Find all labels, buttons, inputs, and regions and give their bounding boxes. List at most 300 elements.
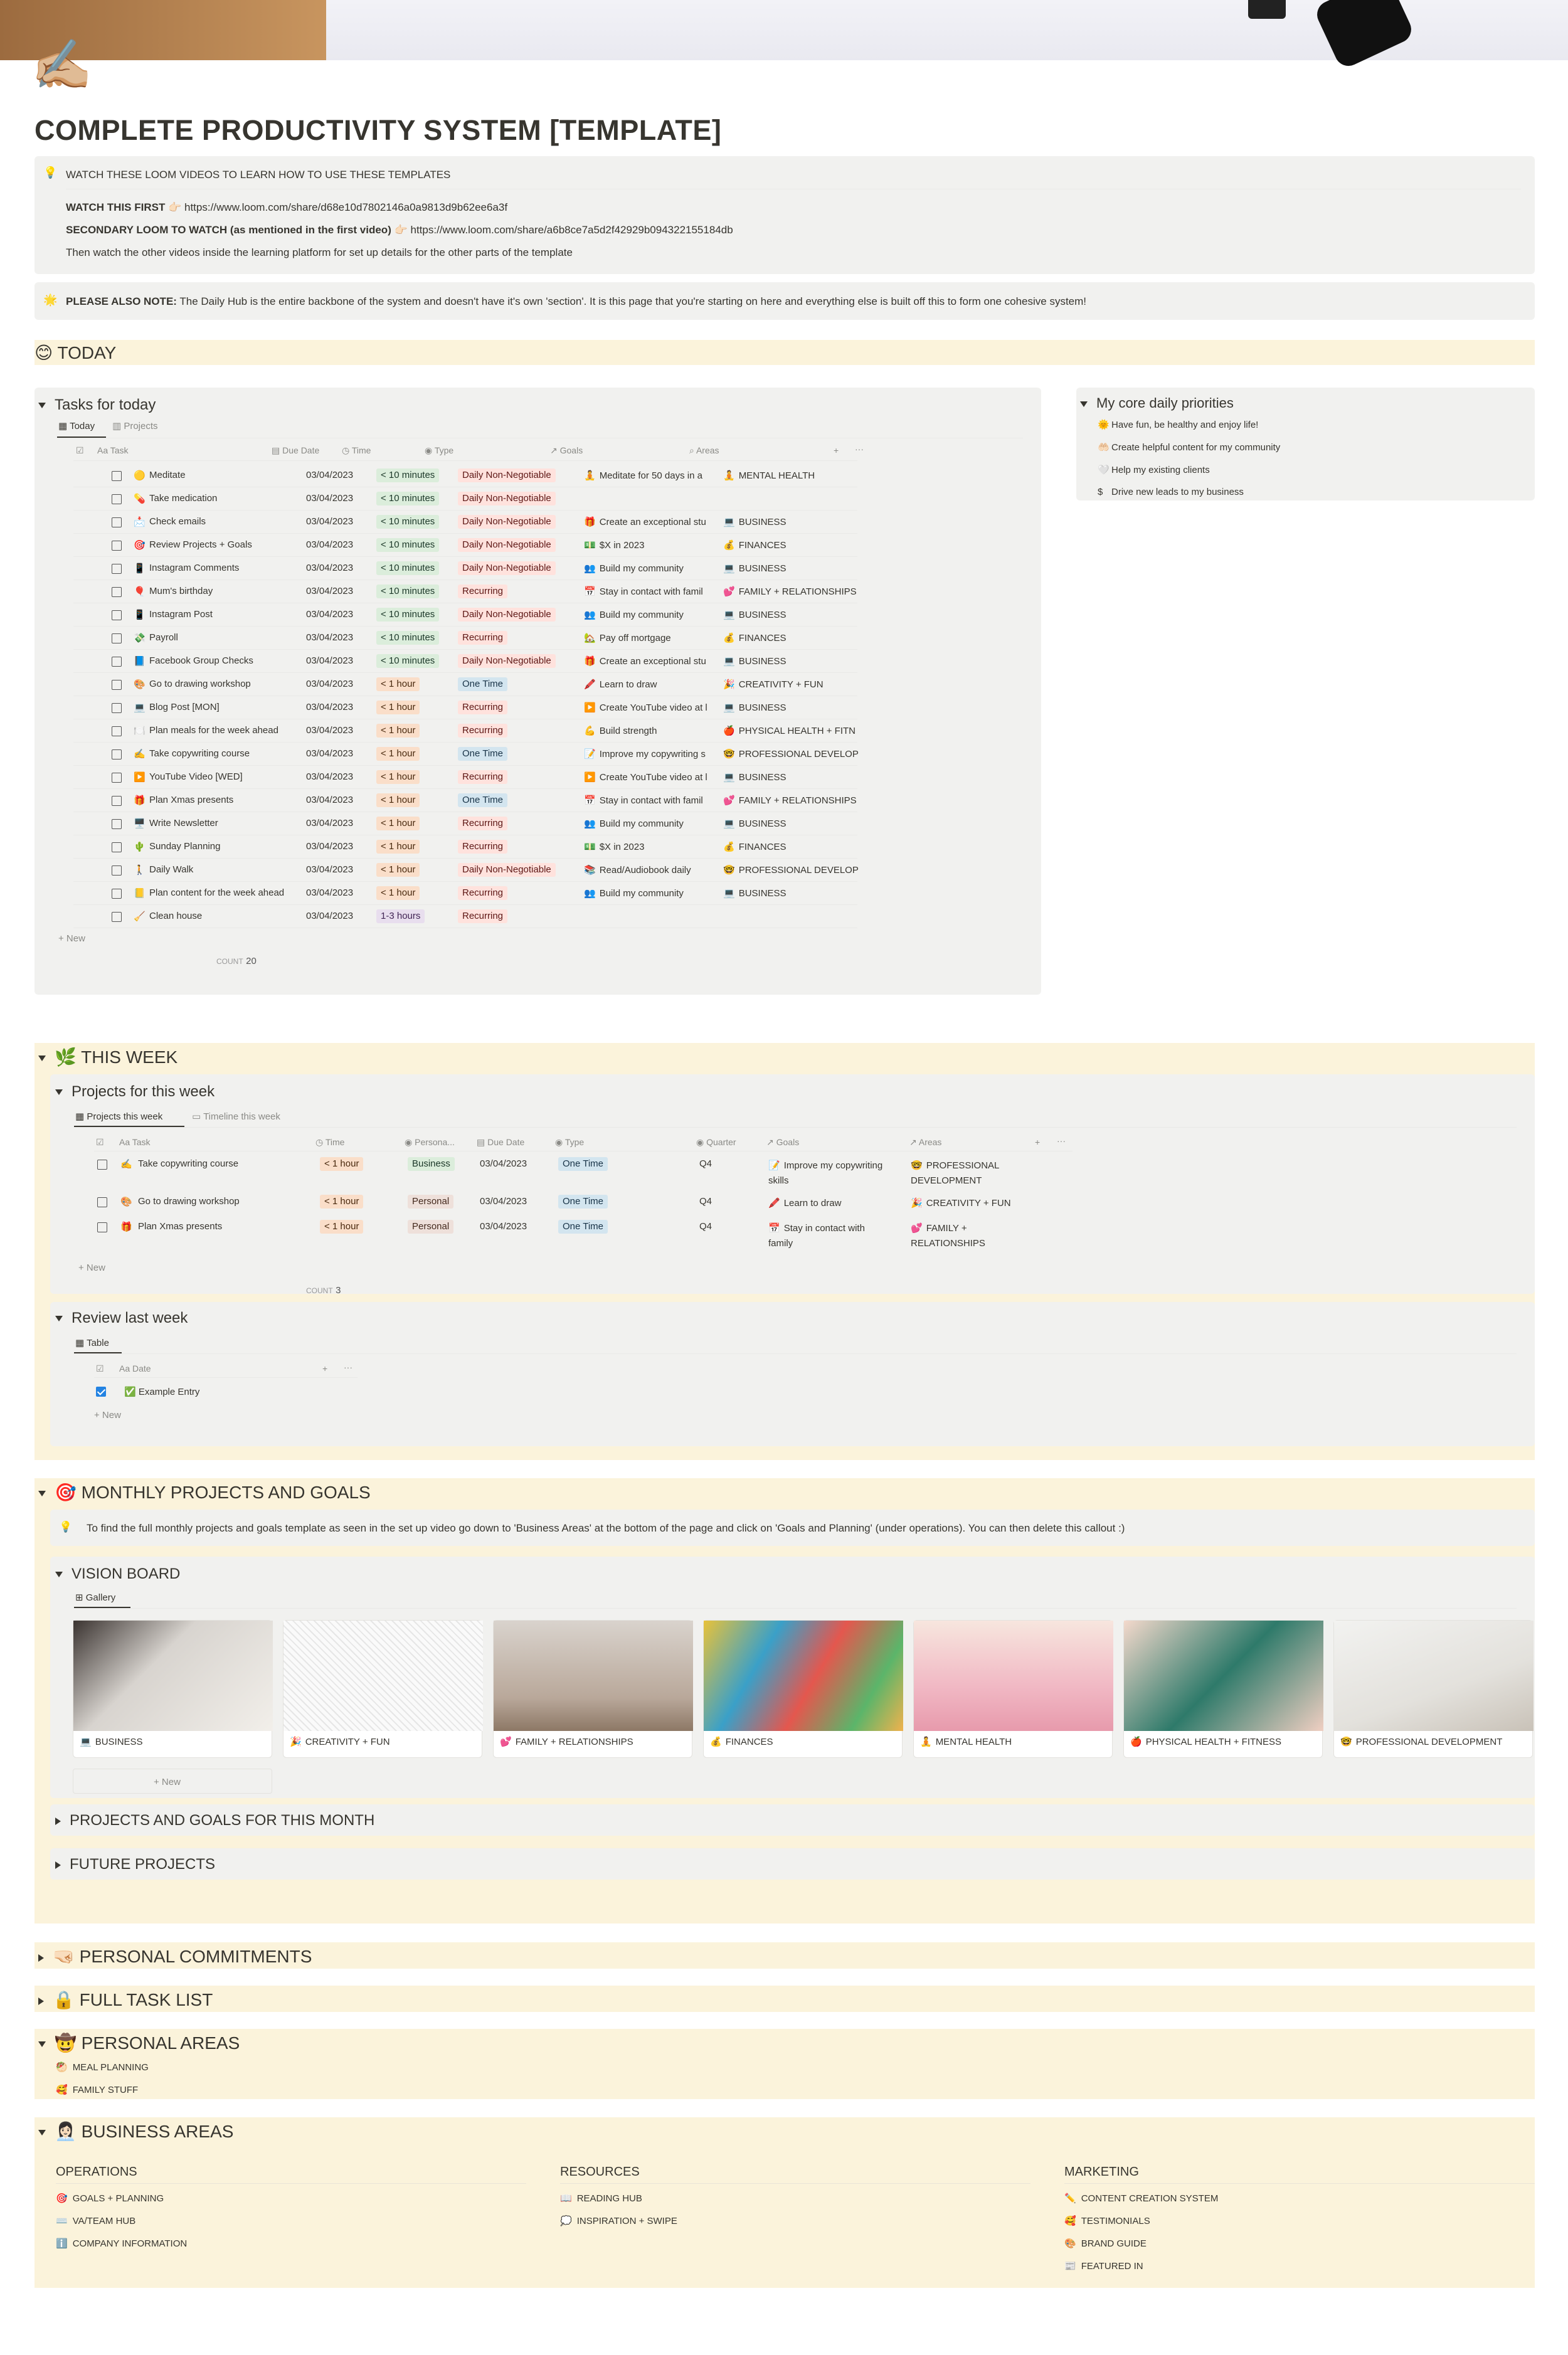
monthly-toggle[interactable] bbox=[38, 1482, 371, 1503]
page-icon[interactable]: ✍🏼 bbox=[31, 37, 93, 92]
card-title: PROFESSIONAL DEVELOPMENT bbox=[1355, 1737, 1503, 1747]
goal-icon: 🖍️ bbox=[584, 679, 596, 690]
table-row[interactable] bbox=[50, 1219, 1116, 1254]
area-icon: 🥙 bbox=[56, 2062, 68, 2073]
task-title[interactable]: Take medication bbox=[149, 493, 218, 504]
type-tag: One Time bbox=[458, 677, 507, 691]
table-row[interactable] bbox=[58, 464, 1018, 487]
goal-text: Build my community bbox=[599, 563, 684, 574]
area-link[interactable] bbox=[723, 563, 858, 574]
row-checkbox[interactable] bbox=[112, 702, 122, 714]
add-column-button[interactable]: + bbox=[322, 1363, 328, 1373]
area-link[interactable] bbox=[723, 679, 858, 690]
business-area-link[interactable] bbox=[1064, 2260, 1143, 2272]
priority-text: Help my existing clients bbox=[1111, 465, 1210, 475]
row-checkbox[interactable] bbox=[112, 517, 122, 528]
col-due-date[interactable]: ▤ Due Date bbox=[477, 1137, 525, 1147]
task-title[interactable]: Plan meals for the week ahead bbox=[149, 725, 278, 736]
tab-timeline-this-week[interactable]: ▭ Timeline this week bbox=[192, 1111, 280, 1122]
goal-link[interactable] bbox=[584, 539, 716, 551]
table-row[interactable] bbox=[58, 719, 1018, 743]
gallery-card[interactable] bbox=[283, 1620, 482, 1758]
col-label: Time bbox=[325, 1137, 345, 1147]
personal-areas-title: PERSONAL AREAS bbox=[81, 2033, 240, 2053]
projects-goals-month-title: PROJECTS AND GOALS FOR THIS MONTH bbox=[70, 1812, 375, 1829]
area-link[interactable] bbox=[911, 1221, 985, 1251]
table-row[interactable] bbox=[58, 673, 1018, 696]
area-link[interactable] bbox=[723, 911, 858, 921]
table-row[interactable] bbox=[58, 905, 1018, 928]
table-row[interactable] bbox=[58, 766, 1018, 789]
task-title[interactable]: Go to drawing workshop bbox=[149, 679, 251, 689]
goal-link[interactable] bbox=[584, 818, 716, 829]
full-task-list-toggle[interactable] bbox=[34, 1986, 1535, 2012]
goal-icon: 💵 bbox=[584, 540, 596, 551]
row-checkbox[interactable] bbox=[112, 772, 122, 783]
goal-link[interactable] bbox=[584, 702, 716, 713]
vision-board-toggle bbox=[50, 1557, 1535, 1798]
table-row[interactable] bbox=[58, 650, 1018, 673]
area-link[interactable] bbox=[723, 841, 858, 852]
gallery-cover-image bbox=[494, 1621, 693, 1731]
table-row[interactable] bbox=[58, 882, 1018, 905]
priorities-toggle-header[interactable] bbox=[1080, 395, 1234, 411]
gallery-new-button[interactable] bbox=[73, 1769, 272, 1794]
task-title[interactable]: Take copywriting course bbox=[149, 748, 250, 759]
row-checkbox[interactable] bbox=[112, 842, 122, 853]
row-checkbox[interactable] bbox=[112, 726, 122, 737]
task-title[interactable]: Blog Post [MON] bbox=[149, 702, 220, 712]
toggle-triangle-icon[interactable] bbox=[55, 1316, 63, 1321]
area-link[interactable] bbox=[723, 470, 858, 481]
row-checkbox[interactable] bbox=[112, 911, 122, 923]
task-title[interactable]: Sunday Planning bbox=[149, 841, 221, 852]
goal-text: Build my community bbox=[599, 888, 684, 899]
row-checkbox[interactable] bbox=[97, 1222, 107, 1233]
entry-checkbox[interactable] bbox=[96, 1386, 106, 1397]
more-options-button[interactable]: ··· bbox=[855, 444, 864, 454]
gallery-cover-image bbox=[283, 1621, 483, 1731]
more-options-button[interactable]: ··· bbox=[1057, 1136, 1066, 1146]
row-checkbox[interactable] bbox=[112, 679, 122, 691]
page-title: COMPLETE PRODUCTIVITY SYSTEM [TEMPLATE] bbox=[34, 114, 722, 146]
goal-icon: 👥 bbox=[584, 610, 596, 620]
count-label: COUNT bbox=[216, 957, 243, 966]
projects-goals-month-toggle[interactable] bbox=[50, 1804, 1535, 1836]
personal-areas-toggle[interactable] bbox=[38, 2033, 240, 2053]
new-entry-button[interactable]: + New bbox=[94, 1410, 121, 1421]
row-checkbox[interactable] bbox=[112, 610, 122, 621]
priority-item bbox=[1098, 487, 1244, 497]
row-checkbox[interactable] bbox=[112, 470, 122, 482]
col-type[interactable]: ◉ Type bbox=[555, 1137, 585, 1147]
goal-link[interactable] bbox=[584, 609, 716, 620]
area-icon: ⌨️ bbox=[56, 2216, 68, 2226]
time-tag: < 1 hour bbox=[320, 1220, 363, 1234]
business-area-link[interactable] bbox=[56, 2215, 135, 2226]
area-icon: 📰 bbox=[1064, 2261, 1076, 2272]
due-date: 03/04/2023 bbox=[480, 1221, 527, 1232]
area-link[interactable] bbox=[723, 493, 858, 504]
task-title[interactable]: Payroll bbox=[149, 632, 178, 643]
table-row[interactable] bbox=[58, 627, 1018, 650]
toggle-triangle-icon[interactable] bbox=[1080, 401, 1088, 407]
type-tag: One Time bbox=[458, 793, 507, 807]
task-title[interactable]: Daily Walk bbox=[149, 864, 194, 875]
task-title[interactable]: Plan Xmas presents bbox=[149, 795, 234, 805]
select-all-checkbox[interactable]: ☑ bbox=[96, 1137, 104, 1147]
area-link[interactable] bbox=[723, 632, 858, 643]
table-row[interactable] bbox=[50, 1156, 1116, 1191]
row-checkbox[interactable] bbox=[112, 818, 122, 830]
tasks-for-today-title: Tasks for today bbox=[55, 396, 156, 413]
type-tag: Recurring bbox=[458, 909, 507, 923]
row-checkbox[interactable] bbox=[97, 1159, 107, 1170]
this-week-toggle[interactable] bbox=[38, 1047, 177, 1067]
task-title[interactable]: Clean house bbox=[149, 911, 203, 921]
priority-item bbox=[1098, 442, 1280, 453]
col-label: Date bbox=[132, 1363, 151, 1373]
goal-icon: 📚 bbox=[584, 865, 596, 876]
cover-binder-clip-large bbox=[1313, 0, 1416, 70]
time-tag: < 10 minutes bbox=[376, 631, 439, 645]
goal-icon: 🧘 bbox=[584, 470, 596, 481]
col-goals[interactable]: ↗ Goals bbox=[550, 445, 583, 455]
cover-binder-clip bbox=[1248, 0, 1286, 19]
review-toggle-header[interactable] bbox=[55, 1310, 188, 1327]
tab-projects[interactable]: ▥ Projects bbox=[112, 421, 158, 431]
area-text: BUSINESS bbox=[738, 517, 787, 527]
area-link[interactable] bbox=[723, 748, 858, 759]
review-entry[interactable] bbox=[124, 1386, 199, 1397]
table-row[interactable] bbox=[58, 696, 1018, 719]
secondary-loom-link[interactable]: https://www.loom.com/share/a6b8ce7a5d2f42929b094322155184db bbox=[410, 224, 733, 236]
goal-link[interactable] bbox=[584, 679, 716, 690]
task-title[interactable]: Write Newsletter bbox=[149, 818, 218, 828]
area-icon: 📖 bbox=[560, 2193, 572, 2204]
gallery-card-label bbox=[1340, 1736, 1502, 1747]
task-title[interactable]: Plan content for the week ahead bbox=[149, 887, 285, 898]
business-area-link[interactable] bbox=[1064, 2238, 1147, 2249]
col-time[interactable]: ◷ Time bbox=[342, 445, 371, 455]
goal-link[interactable] bbox=[768, 1196, 841, 1211]
time-tag: 1-3 hours bbox=[376, 909, 425, 923]
gallery-card[interactable] bbox=[73, 1620, 272, 1758]
office-worker-icon: 👩🏻‍💼 bbox=[55, 2122, 77, 2141]
type-tag: Recurring bbox=[458, 817, 507, 830]
count-label: COUNT bbox=[306, 1286, 333, 1295]
area-link[interactable] bbox=[723, 516, 858, 527]
goal-link[interactable] bbox=[584, 563, 716, 574]
future-projects-title: FUTURE PROJECTS bbox=[70, 1856, 216, 1873]
time-tag: < 10 minutes bbox=[376, 468, 439, 482]
tab-gallery[interactable]: ⊞ Gallery bbox=[75, 1592, 116, 1603]
goal-link[interactable] bbox=[584, 748, 716, 759]
task-icon: 📱 bbox=[134, 563, 146, 574]
time-tag: < 1 hour bbox=[376, 770, 420, 784]
row-checkbox[interactable] bbox=[112, 494, 122, 505]
col-label: Areas bbox=[918, 1137, 942, 1147]
task-icon: ▶️ bbox=[134, 772, 146, 783]
first-loom-link[interactable]: https://www.loom.com/share/d68e10d7802146a0a9813d9b62ee6a3f bbox=[184, 201, 508, 213]
toggle-triangle-icon[interactable] bbox=[55, 1861, 61, 1869]
time-tag: < 10 minutes bbox=[376, 654, 439, 668]
area-icon: 🤓 bbox=[723, 749, 735, 759]
type-tag: One Time bbox=[558, 1195, 608, 1209]
toggle-triangle-icon[interactable] bbox=[55, 1089, 63, 1095]
col-areas[interactable]: ⌕ Areas bbox=[689, 445, 719, 455]
gallery-cover-image bbox=[704, 1621, 903, 1731]
task-title[interactable]: Review Projects + Goals bbox=[149, 539, 252, 550]
gallery-card[interactable] bbox=[493, 1620, 692, 1758]
goal-link[interactable] bbox=[584, 911, 716, 921]
tab-today[interactable]: ▦ Today bbox=[58, 421, 95, 431]
goal-link[interactable] bbox=[584, 771, 716, 783]
smiley-icon: 😊 bbox=[34, 343, 53, 363]
projects-week-header[interactable] bbox=[55, 1083, 215, 1101]
goal-link[interactable] bbox=[584, 586, 716, 597]
goal-text: Meditate for 50 days in a bbox=[599, 470, 702, 481]
goal-link[interactable] bbox=[584, 655, 716, 667]
row-checkbox[interactable] bbox=[112, 633, 122, 644]
area-text: FINANCES bbox=[738, 633, 787, 643]
table-row[interactable] bbox=[58, 511, 1018, 534]
card-icon: 🎉 bbox=[290, 1737, 302, 1747]
toggle-triangle-icon[interactable] bbox=[38, 1998, 44, 2005]
row-checkbox[interactable] bbox=[112, 656, 122, 667]
table-row[interactable] bbox=[58, 743, 1018, 766]
business-area-link[interactable] bbox=[56, 2238, 187, 2249]
review-last-week-title: Review last week bbox=[72, 1310, 188, 1326]
area-link[interactable] bbox=[723, 586, 858, 597]
col-quarter[interactable]: ◉ Quarter bbox=[696, 1137, 736, 1147]
toggle-triangle-icon[interactable] bbox=[38, 2041, 46, 2047]
area-text: FINANCES bbox=[738, 540, 787, 551]
goal-text: Stay in contact with bbox=[783, 1223, 865, 1234]
due-date: 03/04/2023 bbox=[306, 887, 354, 898]
area-icon: 💰 bbox=[723, 633, 735, 643]
personal-area-link[interactable] bbox=[56, 2061, 149, 2073]
tab-projects-label: Projects bbox=[124, 421, 158, 431]
row-checkbox[interactable] bbox=[112, 865, 122, 876]
col-areas[interactable]: ↗ Areas bbox=[909, 1137, 942, 1147]
col-persona[interactable]: ◉ Persona... bbox=[405, 1137, 455, 1147]
task-icon: ✍️ bbox=[120, 1159, 132, 1170]
goal-text-cont: family bbox=[768, 1238, 793, 1249]
vision-toggle-header[interactable] bbox=[55, 1565, 180, 1583]
select-all-checkbox[interactable]: ☑ bbox=[96, 1363, 104, 1373]
priority-item bbox=[1098, 419, 1258, 430]
row-checkbox[interactable] bbox=[112, 540, 122, 551]
col-label: Due Date bbox=[487, 1137, 525, 1147]
area-link[interactable] bbox=[723, 887, 858, 899]
area-link[interactable] bbox=[723, 539, 858, 551]
col-task-label: Task bbox=[110, 445, 129, 455]
col-task[interactable]: Aa Task bbox=[97, 445, 129, 455]
table-row[interactable] bbox=[58, 580, 1018, 603]
note-callout bbox=[34, 282, 1535, 320]
card-title: PHYSICAL HEALTH + FITNESS bbox=[1145, 1737, 1281, 1747]
goal-icon: ▶️ bbox=[584, 772, 596, 783]
gallery-cover-image bbox=[73, 1621, 273, 1731]
row-checkbox[interactable] bbox=[97, 1197, 107, 1208]
goal-link[interactable] bbox=[584, 516, 716, 527]
task-title[interactable]: YouTube Video [WED] bbox=[149, 771, 243, 782]
area-text: FAMILY + RELATIONSHIPS bbox=[738, 586, 857, 597]
gallery-card-label bbox=[290, 1736, 390, 1747]
goal-link[interactable] bbox=[584, 841, 716, 852]
area-text: MENTAL HEALTH bbox=[738, 470, 815, 481]
col-type[interactable]: ◉ Type bbox=[425, 445, 454, 455]
gallery-card-label bbox=[500, 1736, 633, 1747]
col-goals[interactable]: ↗ Goals bbox=[766, 1137, 800, 1147]
add-column-button[interactable]: + bbox=[834, 445, 839, 455]
task-title[interactable]: Meditate bbox=[149, 470, 186, 480]
toggle-triangle-icon[interactable] bbox=[38, 403, 46, 408]
goal-icon: 🎁 bbox=[584, 656, 596, 667]
goal-link[interactable] bbox=[584, 632, 716, 643]
gallery-card[interactable] bbox=[913, 1620, 1113, 1758]
toggle-triangle-icon[interactable] bbox=[55, 1572, 63, 1577]
table-row[interactable] bbox=[58, 534, 1018, 557]
goal-link[interactable] bbox=[768, 1221, 865, 1251]
goal-link[interactable] bbox=[768, 1158, 882, 1188]
area-link[interactable] bbox=[723, 655, 858, 667]
area-link[interactable] bbox=[911, 1158, 999, 1188]
area-text: PROFESSIONAL bbox=[926, 1160, 1000, 1171]
task-icon: 📱 bbox=[134, 610, 146, 620]
area-icon: 💻 bbox=[723, 888, 735, 899]
row-checkbox[interactable] bbox=[112, 749, 122, 760]
goal-text: Stay in contact with famil bbox=[599, 795, 703, 806]
quarter-value: Q4 bbox=[699, 1196, 712, 1207]
col-date[interactable]: Aa Date bbox=[119, 1363, 151, 1373]
toggle-triangle-icon[interactable] bbox=[38, 1954, 44, 1962]
priority-icon: 🤍 bbox=[1098, 465, 1110, 475]
task-title[interactable]: Instagram Post bbox=[149, 609, 213, 620]
toggle-triangle-icon[interactable] bbox=[38, 1491, 46, 1496]
area-icon: 🤓 bbox=[723, 865, 735, 876]
table-row[interactable] bbox=[58, 603, 1018, 627]
tab-projects-this-week[interactable]: ▦ Projects this week bbox=[75, 1111, 163, 1122]
task-title[interactable]: Plan Xmas presents bbox=[138, 1221, 223, 1232]
area-icon: 💕 bbox=[723, 795, 735, 806]
goal-text: Create an exceptional stu bbox=[599, 656, 706, 667]
toggle-triangle-icon[interactable] bbox=[38, 1056, 46, 1061]
area-link[interactable] bbox=[911, 1196, 1011, 1211]
add-column-button[interactable]: + bbox=[1035, 1137, 1041, 1147]
goal-link[interactable] bbox=[584, 493, 716, 504]
personal-commitments-toggle[interactable] bbox=[34, 1942, 1535, 1969]
col-due-date[interactable]: ▤ Due Date bbox=[272, 445, 320, 455]
business-area-link[interactable] bbox=[560, 2215, 677, 2226]
business-areas-toggle[interactable] bbox=[38, 2121, 233, 2142]
task-icon: 🎨 bbox=[134, 679, 146, 690]
personal-area-link[interactable] bbox=[56, 2084, 138, 2095]
goal-link[interactable] bbox=[584, 725, 716, 736]
time-tag: < 1 hour bbox=[376, 840, 420, 854]
business-area-link[interactable] bbox=[560, 2193, 642, 2204]
area-link[interactable] bbox=[723, 795, 858, 806]
new-task-button[interactable]: + New bbox=[58, 933, 85, 944]
new-project-button[interactable]: + New bbox=[78, 1262, 105, 1273]
priority-text: Drive new leads to my business bbox=[1111, 487, 1244, 497]
business-area-link[interactable] bbox=[56, 2193, 164, 2204]
priority-icon: 🤲🏻 bbox=[1098, 442, 1110, 453]
business-area-link[interactable] bbox=[1064, 2215, 1150, 2226]
goal-link[interactable] bbox=[584, 795, 716, 806]
priority-icon: 🌞 bbox=[1098, 420, 1110, 430]
future-projects-toggle[interactable] bbox=[50, 1848, 1535, 1880]
gallery-card-label bbox=[920, 1736, 1012, 1747]
type-tag: Recurring bbox=[458, 585, 507, 598]
card-icon: 🤓 bbox=[1340, 1737, 1352, 1747]
cover-image bbox=[0, 0, 1568, 60]
task-icon: 🧹 bbox=[134, 911, 146, 922]
type-tag: Recurring bbox=[458, 840, 507, 854]
task-title[interactable]: Check emails bbox=[149, 516, 206, 527]
task-title[interactable]: Instagram Comments bbox=[149, 563, 240, 573]
gallery-card[interactable] bbox=[1123, 1620, 1323, 1758]
area-link[interactable] bbox=[723, 818, 858, 829]
area-link[interactable] bbox=[723, 864, 858, 876]
area-text: FEATURED IN bbox=[1081, 2261, 1143, 2272]
table-row[interactable] bbox=[58, 557, 1018, 580]
row-checkbox[interactable] bbox=[112, 888, 122, 899]
area-text: FAMILY + RELATIONSHIPS bbox=[738, 795, 857, 806]
task-title[interactable]: Take copywriting course bbox=[138, 1158, 239, 1169]
toggle-triangle-icon[interactable] bbox=[38, 2130, 46, 2135]
row-checkbox[interactable] bbox=[112, 563, 122, 574]
callout-heading: WATCH THESE LOOM VIDEOS TO LEARN HOW TO USE THESE TEMPLATES bbox=[66, 169, 451, 181]
table-row[interactable] bbox=[58, 812, 1018, 835]
goal-text: Pay off mortgage bbox=[599, 633, 671, 643]
area-text: FAMILY STUFF bbox=[72, 2085, 139, 2095]
row-checkbox[interactable] bbox=[112, 795, 122, 807]
table-row[interactable] bbox=[58, 487, 1018, 511]
gallery-card[interactable] bbox=[703, 1620, 903, 1758]
toggle-triangle-icon[interactable] bbox=[55, 1818, 61, 1825]
tasks-toggle-header[interactable] bbox=[38, 396, 156, 414]
area-link[interactable] bbox=[723, 702, 858, 713]
goal-link[interactable] bbox=[584, 864, 716, 876]
task-title[interactable]: Go to drawing workshop bbox=[138, 1196, 240, 1207]
tab-table[interactable]: ▦ Table bbox=[75, 1338, 109, 1348]
task-title[interactable]: Facebook Group Checks bbox=[149, 655, 253, 666]
table-row[interactable] bbox=[58, 835, 1018, 859]
due-date: 03/04/2023 bbox=[306, 586, 354, 596]
select-all-checkbox[interactable]: ☑ bbox=[76, 445, 84, 455]
area-icon: 🧘 bbox=[723, 470, 735, 481]
type-tag: Recurring bbox=[458, 886, 507, 900]
business-area-link[interactable] bbox=[1064, 2193, 1218, 2204]
area-link[interactable] bbox=[723, 771, 858, 783]
goal-link[interactable] bbox=[584, 470, 716, 481]
row-checkbox[interactable] bbox=[112, 586, 122, 598]
type-tag: Recurring bbox=[458, 701, 507, 714]
more-options-button[interactable]: ··· bbox=[344, 1362, 352, 1372]
table-row[interactable] bbox=[58, 859, 1018, 882]
table-row[interactable] bbox=[58, 789, 1018, 812]
task-title[interactable]: Mum's birthday bbox=[149, 586, 213, 596]
note-text: The Daily Hub is the entire backbone of the system and doesn't have it's own 'section'. It is this page that you're starting on here and everything else is built off this to form one cohesive system! bbox=[176, 295, 1086, 307]
goal-link[interactable] bbox=[584, 887, 716, 899]
area-link[interactable] bbox=[723, 609, 858, 620]
col-time[interactable]: ◷ Time bbox=[315, 1137, 345, 1147]
area-link[interactable] bbox=[723, 725, 858, 736]
gallery-card[interactable] bbox=[1333, 1620, 1533, 1758]
col-task[interactable]: Aa Task bbox=[119, 1137, 151, 1147]
